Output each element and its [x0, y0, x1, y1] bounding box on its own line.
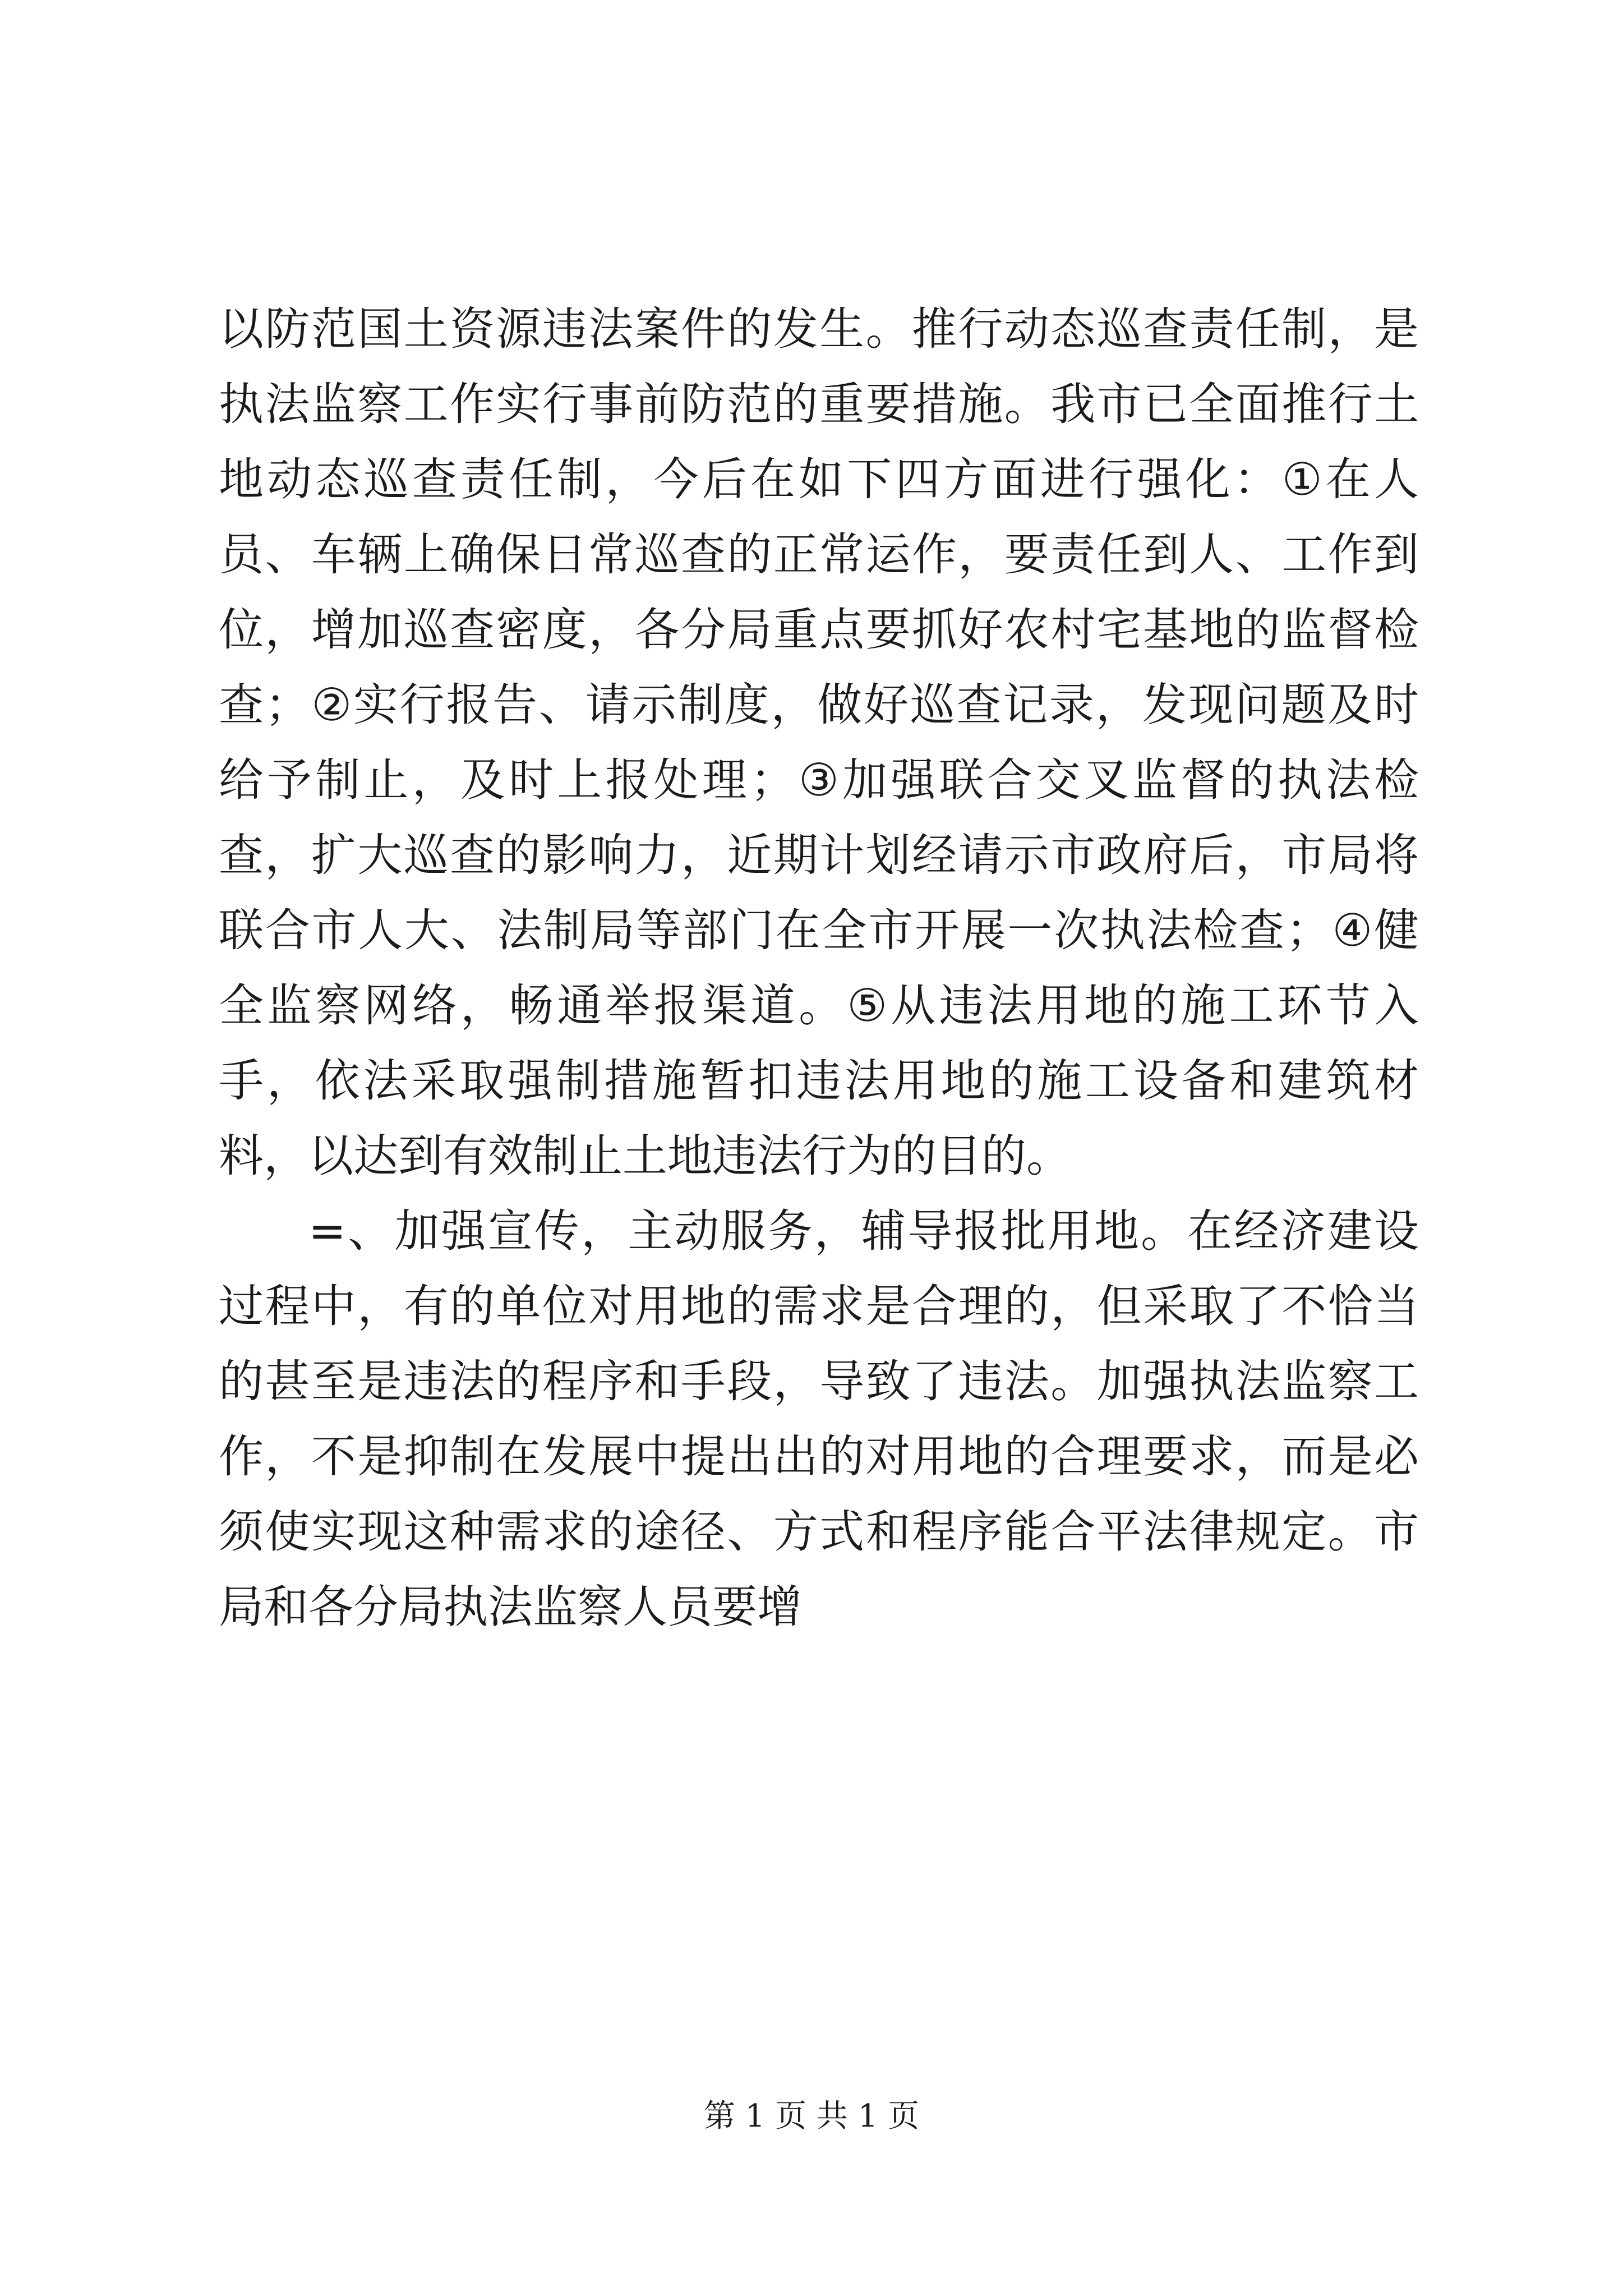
paragraph-2: =、加强宣传，主动服务，辅导报批用地。在经济建设过程中，有的单位对用地的需求是合理的，但采取了不恰当的甚至是违法的程序和手段，导致了违法。加强执法监察工作，不是抑制在发展中提出出的对用地的合理要求，而是必须使实现这种需求的途径、方式和程序能合平法律规定。市局和各分局执法监察人员要增 — [219, 1205, 1419, 1633]
document-body — [219, 292, 1419, 1645]
page-footer: 第 1 页 共 1 页 — [703, 2098, 920, 2134]
paragraph-1: 以防范国土资源违法案件的发生。推行动态巡查责任制，是执法监察工作实行事前防范的重要措施。我市已全面推行土地动态巡查责任制，今后在如下四方面进行强化：①在人员、车辆上确保日常巡查的正常运作，要责任到人、工作到位，增加巡查密度，各分局重点要抓好农村宅基地的监督检查；②实行报告、请示制度，做好巡查记录，发现问题及时给予制止，及时上报处理；③加强联合交叉监督的执法检查，扩大巡查的影响力，近期计划经请示市政府后，市局将联合市人大、法制局等部门在全市开展一次执法检查；④健全监察网络，畅通举报渠道。⑤从违法用地的施工环节入手，依法采取强制措施暂扣违法用地的施工设备和建筑材料，以达到有效制止土地违法行为的目的。 — [219, 303, 1419, 1182]
